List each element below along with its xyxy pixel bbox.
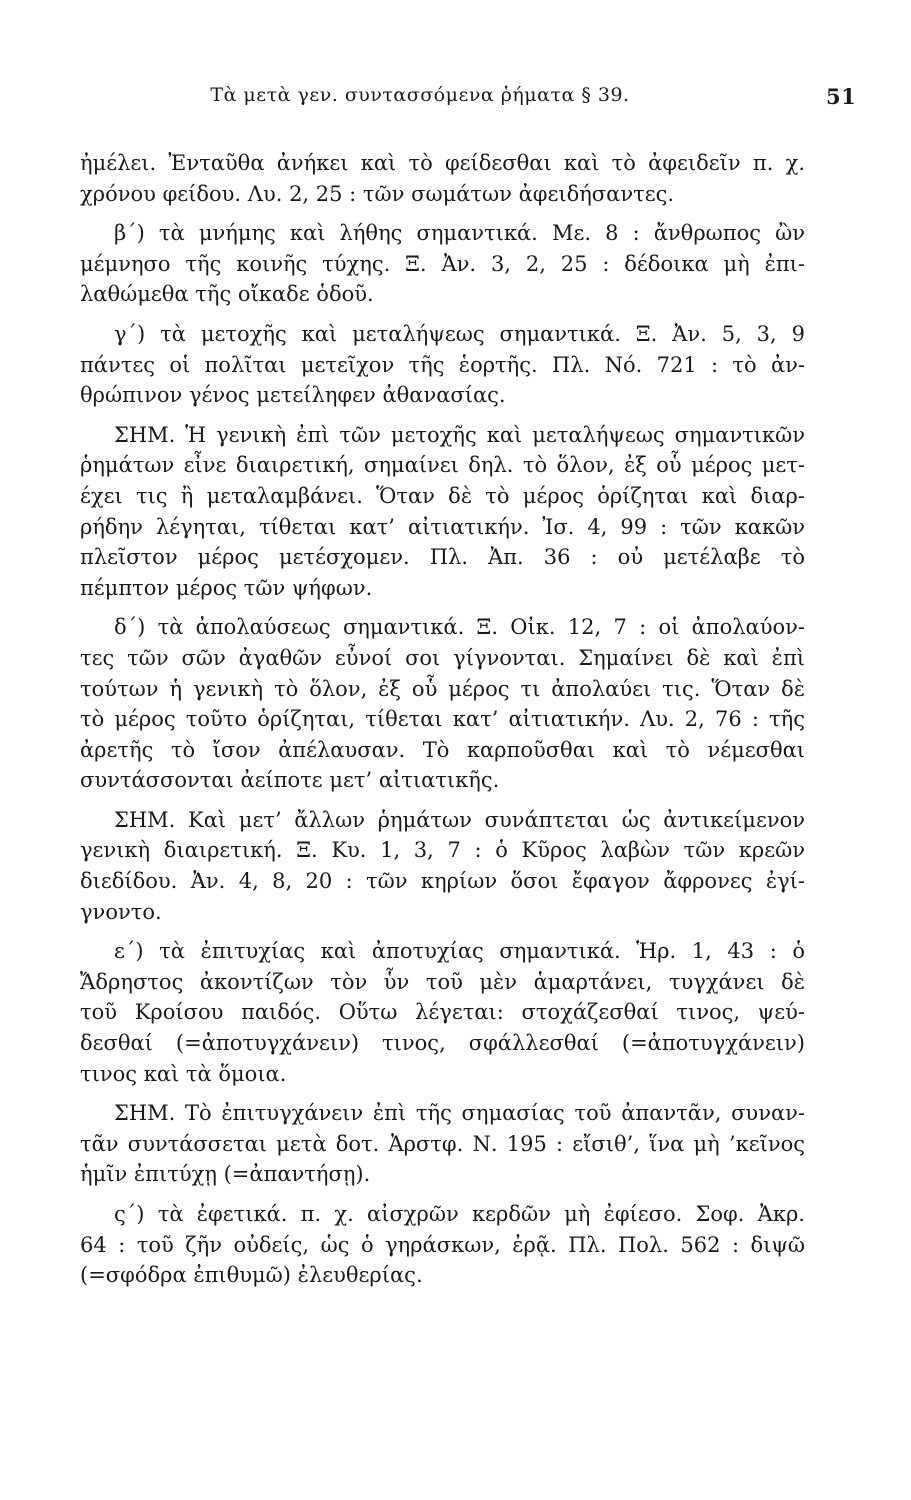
text-line: τᾶν συντάσσεται μετὰ δοτ. Ἀρστφ. Ν. 195 : εἴσιθ’, ἵνα μὴ ’κεῖνος [80,1131,805,1156]
running-head-title: Τὰ μετὰ γεν. συντασσόμενα ῥήματα § 39. [210,84,630,106]
paragraph [80,1098,805,1190]
body-text [80,148,805,1291]
paragraph [80,148,805,209]
text-line: ῥημάτων εἶνε διαιρετική, σημαίνει δηλ. τὸ ὅλον, ἐξ οὗ μέρος μετ- [80,453,805,478]
text-line: συντάσσονται ἀείποτε μετ’ αἰτιατικῆς. [80,768,500,793]
text-line: γενικὴ διαιρετική. Ξ. Κυ. 1, 3, 7 : ὁ Κῦρος λαβὼν τῶν κρεῶν [80,838,805,863]
text-line: πλεῖστον μέρος μετέσχομεν. Πλ. Ἀπ. 36 : οὐ μετέλαβε τὸ [80,545,805,570]
text-line: χρόνου φείδου. Λυ. 2, 25 : τῶν σωμάτων ἀφειδήσαντες. [80,181,675,206]
text-line: τούτων ἡ γενικὴ τὸ ὅλον, ἐξ οὗ μέρος τι ἀπολαύει τις. Ὅταν δὲ [80,676,805,701]
text-line: δεσθαί (=ἀποτυγχάνειν) τινος, σφάλλεσθαί (=ἀποτυγχάνειν) [80,1031,805,1056]
paragraph [80,218,805,310]
text-line: τὸ μέρος τοῦτο ὁρίζηται, τίθεται κατ’ αἰτιατικήν. Λυ. 2, 76 : τῆς [80,707,805,732]
paragraph [80,805,805,927]
text-line: γνοντο. [80,899,162,924]
text-line: 64 : τοῦ ζῆν οὐδείς, ὡς ὁ γηράσκων, ἐρᾷ. Πλ. Πολ. 562 : διψῶ [80,1232,805,1257]
paragraph [80,1199,805,1291]
text-line: ΣΗΜ. Καὶ μετ’ ἄλλων ῥημάτων συνάπτεται ὡς ἀντικείμενον [114,807,805,832]
text-line: τες τῶν σῶν ἀγαθῶν εὖνοί σοι γίγνονται. Σημαίνει δὲ καὶ ἐπὶ [80,645,805,670]
paragraph [80,319,805,411]
text-line: τοῦ Κροίσου παιδός. Οὕτω λέγεται: στοχάζεσθαί τινος, ψεύ- [80,1000,805,1025]
text-line: μέμνησο τῆς κοινῆς τύχης. Ξ. Ἀν. 3, 2, 25 : δέδοικα μὴ ἐπι- [80,251,805,276]
paragraph [80,936,805,1089]
text-line: γ΄) τὰ μετοχῆς καὶ μεταλήψεως σημαντικά. Ξ. Ἀν. 5, 3, 9 [114,321,805,346]
text-line: λαθώμεθα τῆς οἴκαδε ὁδοῦ. [80,282,374,307]
text-line: έχει τις ἢ μεταλαμβάνει. Ὅταν δὲ τὸ μέρος ὁρίζηται καὶ διαρ- [80,483,805,508]
paragraph [80,420,805,604]
text-line: Ἄδρηστος ἀκοντίζων τὸν ὗν τοῦ μὲν ἁμαρτάνει, τυγχάνει δὲ [80,969,805,994]
text-line: ρήδην λέγηται, τίθεται κατ’ αἰτιατικήν. Ἰσ. 4, 99 : τῶν κακῶν [80,514,805,539]
text-line: β΄) τὰ μνήμης καὶ λήθης σημαντικά. Με. 8 : ἄνθρωπος ὢν [114,221,805,246]
text-line: ΣΗΜ. Τὸ ἐπιτυγχάνειν ἐπὶ τῆς σημασίας τοῦ ἀπαντᾶν, συναν- [114,1101,805,1126]
text-line: ἀρετῆς τὸ ἴσον ἀπέλαυσαν. Τὸ καρποῦσθαι καὶ τὸ νέμεσθαι [80,737,805,762]
paragraph [80,612,805,796]
text-line: ε΄) τὰ ἐπιτυχίας καὶ ἀποτυχίας σημαντικά. Ἡρ. 1, 43 : ὁ [114,939,805,964]
text-line: τινος καὶ τὰ ὅμοια. [80,1061,287,1086]
text-line: ΣΗΜ. Ἡ γενικὴ ἐπὶ τῶν μετοχῆς καὶ μεταλήψεως σημαντικῶν [114,422,805,447]
text-line: διεδίδου. Ἀν. 4, 8, 20 : τῶν κηρίων ὅσοι ἔφαγον ἄφρονες ἐγί- [80,869,805,894]
text-line: πάντες οἱ πολῖται μετεῖχον τῆς ἑορτῆς. Πλ. Νό. 721 : τὸ ἀν- [80,352,805,377]
text-line: ἡμῖν ἐπιτύχῃ (=ἀπαντήσῃ). [80,1162,371,1187]
text-line: ἠμέλει. Ἐνταῦθα ἀνήκει καὶ τὸ φείδεσθαι καὶ τὸ ἀφειδεῖν π. χ. [80,151,805,175]
text-line: θρώπινον γένος μετείληφεν ἀθανασίας. [80,383,506,408]
text-line: δ΄) τὰ ἀπολαύσεως σημαντικά. Ξ. Οἰκ. 12, 7 : οἱ ἀπολαύον- [114,615,805,640]
page-number: 51 [826,84,857,109]
text-line: πέμπτον μέρος τῶν ψήφων. [80,575,373,600]
text-line: ς΄) τὰ ἐφετικά. π. χ. αἰσχρῶν κερδῶν μὴ ἐφίεσο. Σοφ. Ἀκρ. [114,1202,805,1226]
text-line: (=σφόδρα ἐπιθυμῶ) ἐλευθερίας. [80,1263,423,1288]
